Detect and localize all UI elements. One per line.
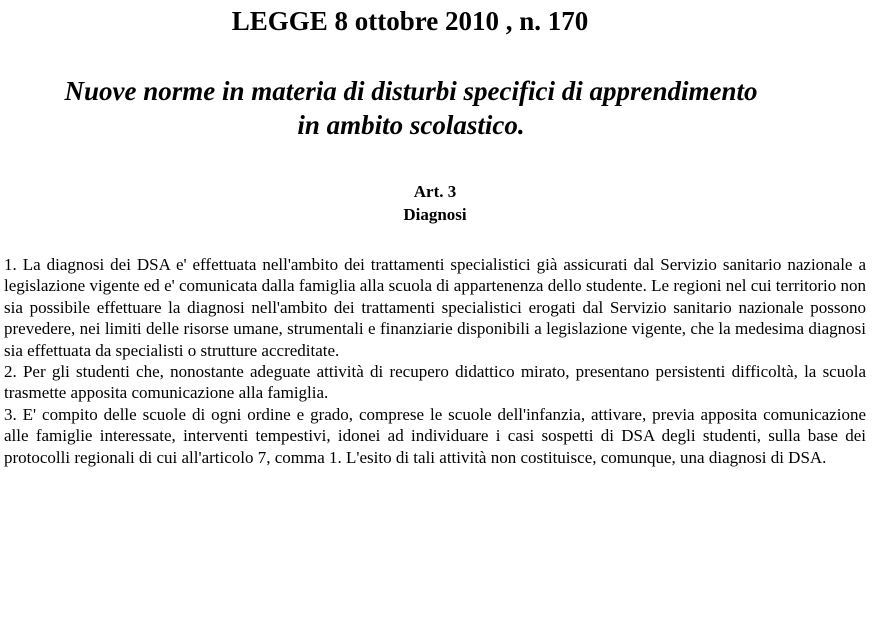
law-title: LEGGE 8 ottobre 2010 , n. 170	[231, 6, 589, 36]
article-heading	[0, 180, 870, 226]
paragraph-2: 2. Per gli studenti che, nonostante adeguate attività di recupero didattico mirato, presentano persistenti difficoltà, la scuola trasmette apposita comunicazione alla famiglia.	[4, 362, 866, 403]
paragraph-1: 1. La diagnosi dei DSA e' effettuata nell'ambito dei trattamenti specialistici già assicurati dal Servizio sanitario nazionale a legislazione vigente ed e' comunicata dalla famiglia alla scuola di appartenenza dello studente. Le regioni nel cui territorio non sia possibile effettuare la diagnosi nell'ambito dei trattamenti specialistici erogati dal Servizio sanitario nazionale possono prevedere, nei limiti delle risorse umane, strumentali e finanziarie disponibili a legislazione vigente, che la medesima diagnosi sia effettuata da specialisti o strutture accreditate.	[4, 255, 866, 360]
article-title: Diagnosi	[403, 205, 467, 224]
article-number: Art. 3	[413, 182, 457, 201]
law-subtitle-line-2: in ambito scolastico.	[297, 110, 525, 140]
paragraph-3: 3. E' compito delle scuole di ogni ordine e grado, comprese le scuole dell'infanzia, attivare, previa apposita comunicazione alle famiglie interessate, interventi tempestivi, idonei ad individuare i casi sospetti di DSA degli studenti, sulla base dei protocolli regionali di cui all'articolo 7, comma 1. L'esito di tali attività non costituisce, comunque, una diagnosi di DSA.	[4, 404, 866, 467]
law-subtitle-line-1: Nuove norme in materia di disturbi specifici di apprendimento	[64, 76, 758, 106]
law-subtitle	[0, 74, 822, 142]
article-body	[4, 254, 866, 468]
